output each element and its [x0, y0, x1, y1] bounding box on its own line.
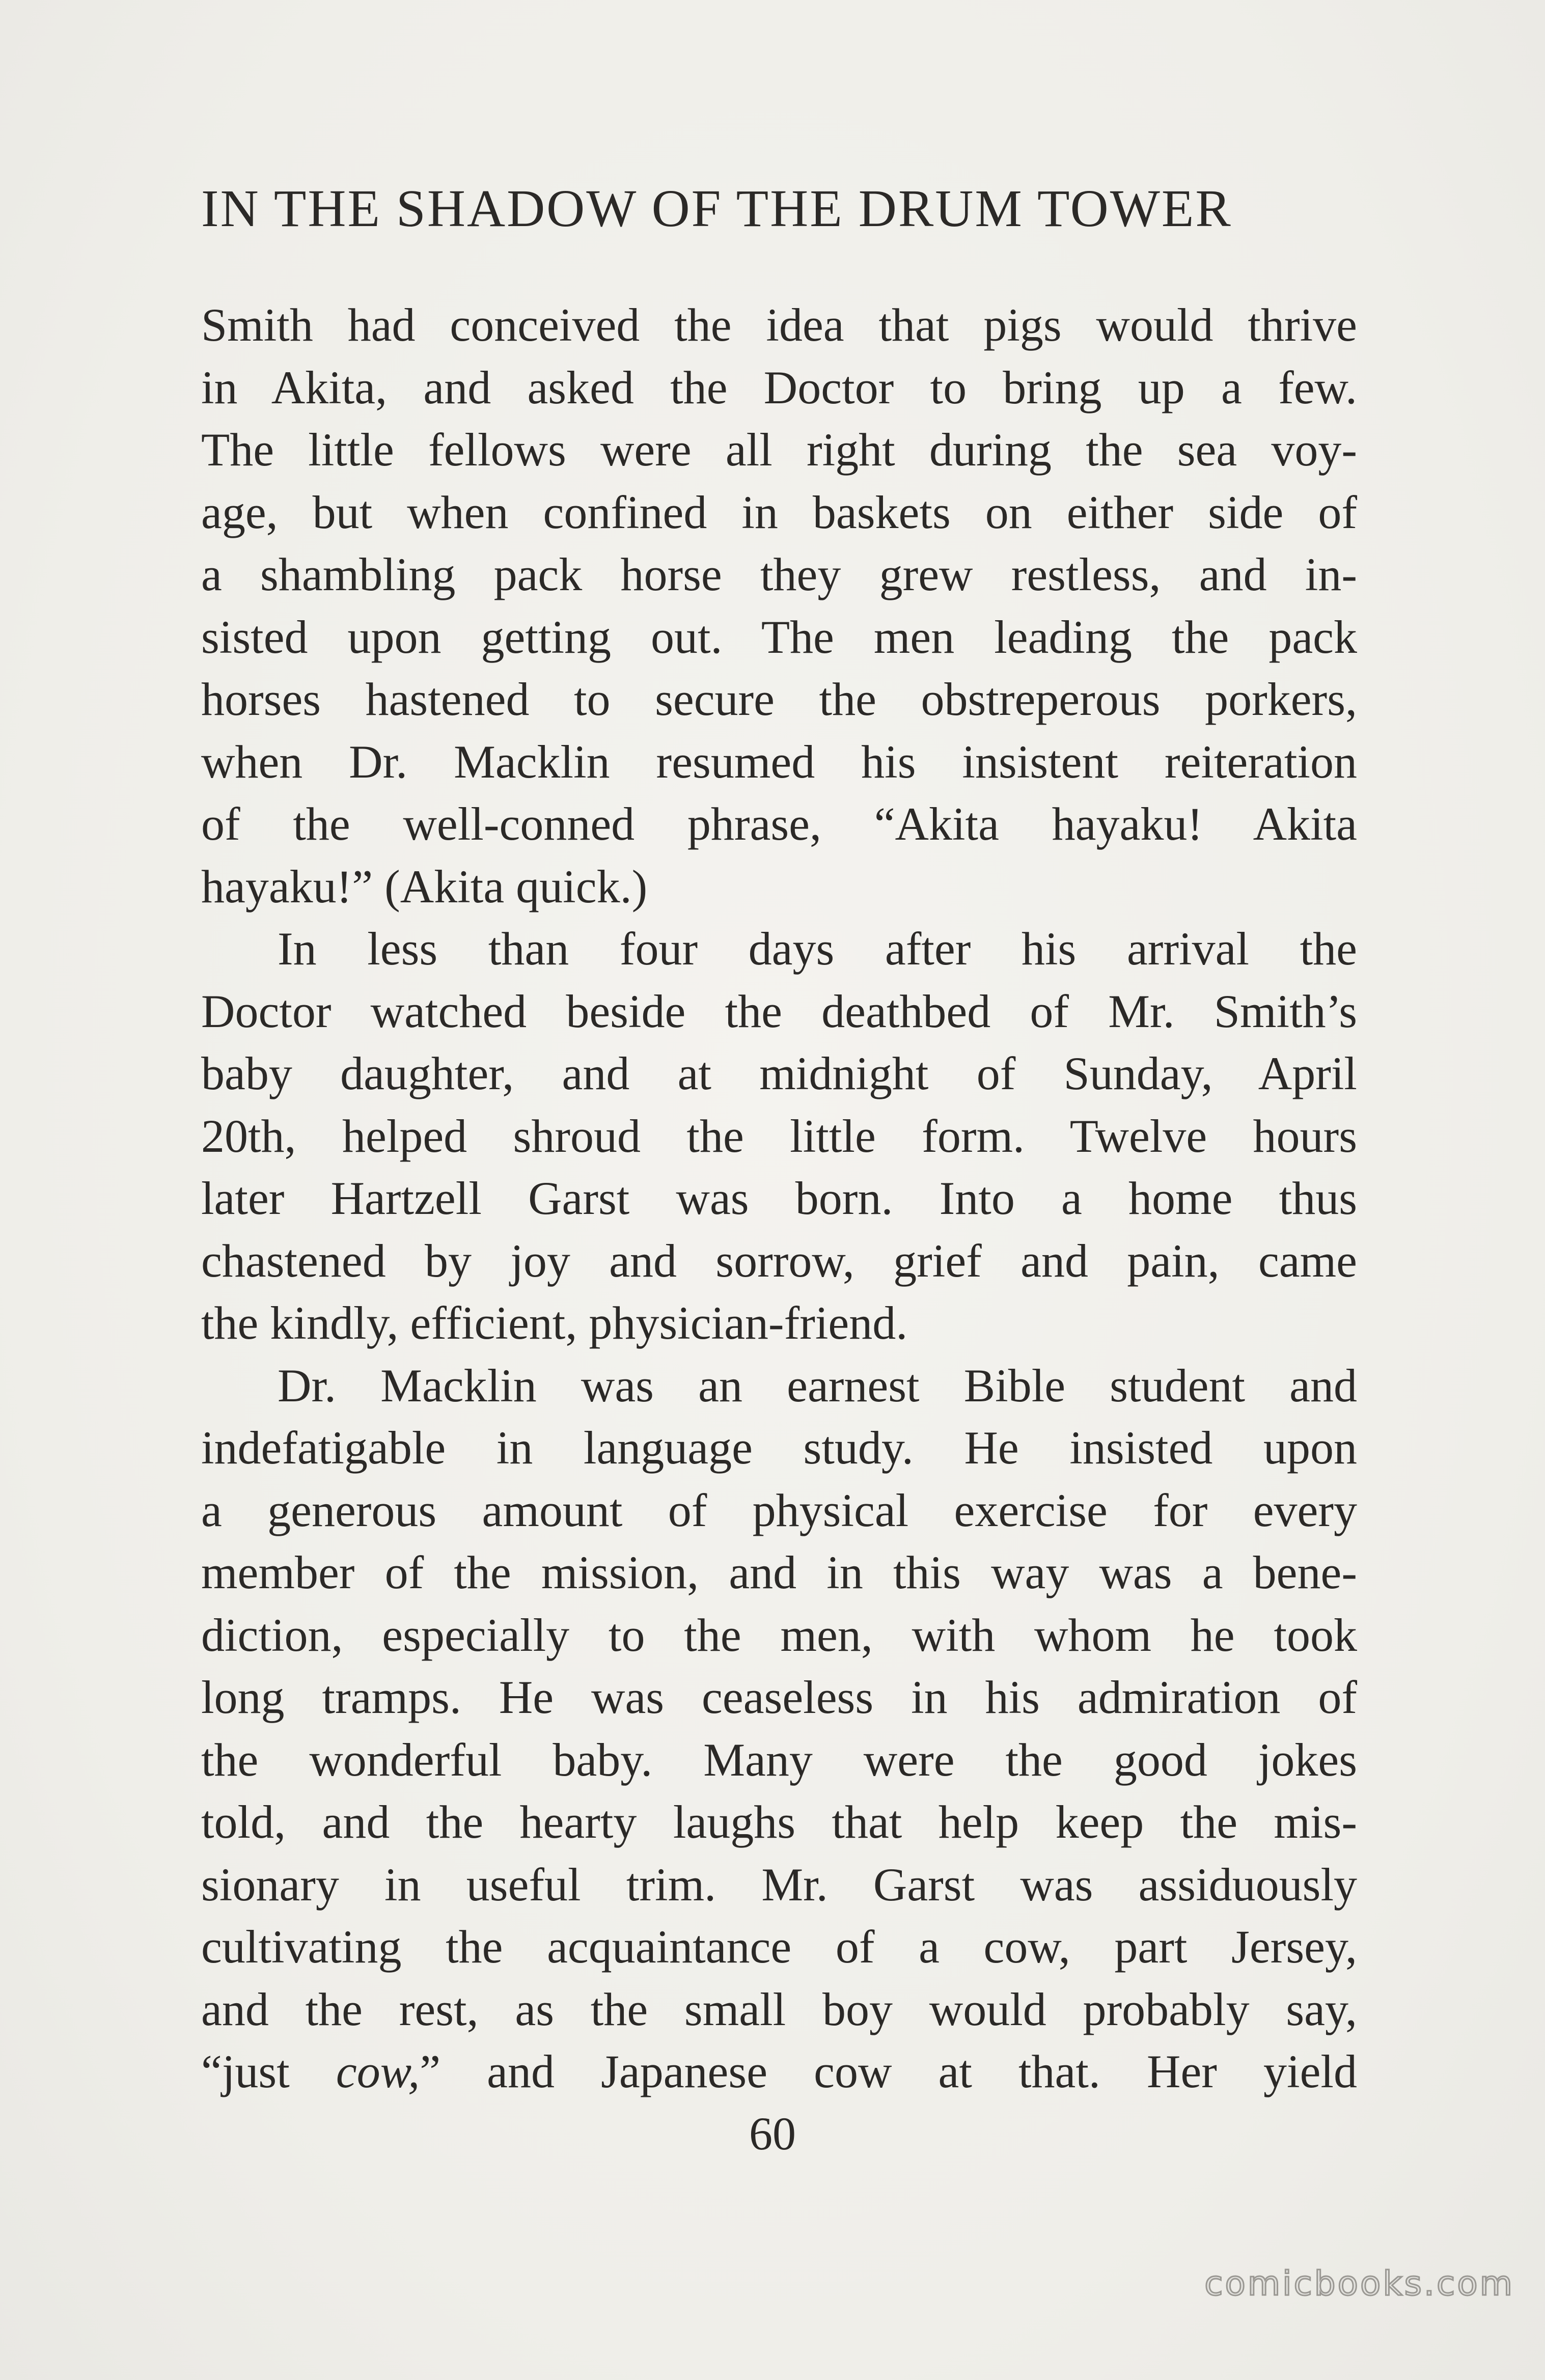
- text-line: a generous amount of physical exercise for every: [201, 1484, 1357, 1536]
- text-line: horses hastened to secure the obstreperous porkers,: [201, 673, 1357, 725]
- text-line: told, and the hearty laughs that help keep the mis-: [201, 1796, 1357, 1848]
- paragraph-start-line: Dr. Macklin was an earnest Bible student and: [278, 1359, 1357, 1412]
- text-line: later Hartzell Garst was born. Into a home thus: [201, 1172, 1357, 1224]
- emphasis-text: cow,: [336, 2045, 420, 2097]
- text-line: of the well-conned phrase, “Akita hayaku! Akita: [201, 798, 1357, 850]
- text-line: long tramps. He was ceaseless in his admiration of: [201, 1671, 1357, 1723]
- text-line: diction, especially to the men, with whom he took: [201, 1609, 1357, 1661]
- line-rest-text: ” and Japanese cow at that. Her yield: [420, 2045, 1357, 2097]
- text-line: age, but when confined in baskets on either side of: [201, 486, 1357, 538]
- paragraph-end-line: hayaku!” (Akita quick.): [201, 860, 648, 912]
- text-line: cultivating the acquaintance of a cow, part Jersey,: [201, 1921, 1357, 1973]
- text-line: chastened by joy and sorrow, grief and pain, came: [201, 1234, 1357, 1287]
- quote-open-text: “just: [201, 2045, 336, 2097]
- paragraph-start-line: In less than four days after his arrival the: [278, 923, 1357, 975]
- text-line: sionary in useful trim. Mr. Garst was assiduously: [201, 1858, 1357, 1911]
- text-line: The little fellows were all right during the sea voy-: [201, 424, 1357, 476]
- text-line: 20th, helped shroud the little form. Twelve hours: [201, 1110, 1357, 1162]
- watermark-logo: comicbooks.com: [1204, 2264, 1514, 2303]
- text-line: Doctor watched beside the deathbed of Mr. Smith’s: [201, 985, 1357, 1037]
- text-line: member of the mission, and in this way was a bene-: [201, 1546, 1357, 1598]
- text-line: baby daughter, and at midnight of Sunday, April: [201, 1047, 1357, 1099]
- text-line: and the rest, as the small boy would probably say,: [201, 1983, 1357, 2035]
- text-line: when Dr. Macklin resumed his insistent reiteration: [201, 735, 1357, 788]
- text-line: a shambling pack horse they grew restless, and in-: [201, 548, 1357, 600]
- text-line: in Akita, and asked the Doctor to bring up a few.: [201, 361, 1357, 413]
- body-text: [201, 294, 1357, 2103]
- paragraph-end-line: the kindly, efficient, physician-friend.: [201, 1297, 908, 1349]
- text-line: the wonderful baby. Many were the good jokes: [201, 1733, 1357, 1786]
- page-number: 60: [749, 2108, 796, 2160]
- text-line: Smith had conceived the idea that pigs would thrive: [201, 299, 1357, 351]
- text-line: [201, 2040, 1357, 2103]
- text-line: indefatigable in language study. He insisted upon: [201, 1422, 1357, 1474]
- running-head: IN THE SHADOW OF THE DRUM TOWER: [201, 179, 1232, 238]
- text-line: sisted upon getting out. The men leading the pack: [201, 611, 1357, 663]
